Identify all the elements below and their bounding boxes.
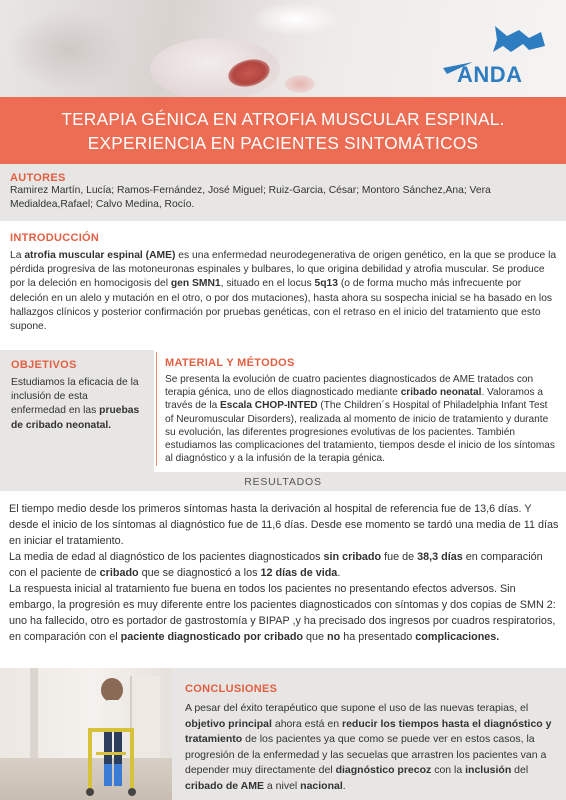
page-title-line2: EXPERIENCIA EN PACIENTES SINTOMÁTICOS bbox=[87, 132, 479, 153]
column-divider bbox=[156, 352, 157, 466]
child-walker-photo bbox=[0, 668, 172, 800]
objectives-section bbox=[0, 350, 154, 472]
intro-text: La atrofia muscular espinal (AME) es una enfermedad neurodegenerativa de origen genético, en la que se produce la pérdida progresiva de las motoneuronas espinales y bulbares, lo que origina debilidad y atrofia muscular. Se produce por la deleción en homocigosis del gen SMN1, situado en el locus 5q13 (o de forma mucho más infrecuente por deleción en un alelo y mutación en el otro, o por dos mutaciones), hasta ahora su sospecha inicial se ha basado en los hallazgos clínicos y posterior confirmación por pruebas genéticas, con el retraso en el inicio del tratamiento que esto supone. bbox=[10, 250, 557, 333]
conclusions-section bbox=[185, 683, 557, 795]
methods-text: Se presenta la evolución de cuatro pacientes diagnosticados de AME tratados con terapia génica, uno de ellos diagnosticado mediante cribado neonatal. Valoramos a través de la Escala CHOP-INTED (The Children´s Hospital of Philadelphia Infant Test of Neuromuscular Disorders), realizada al momento de inicio de tratamiento y durante su evolución, las diferentes progresiones evolutivas de los pacientes. También estudiamos las complicaciones del tratamiento, tiempos desde el inicio de los síntomas al diagnóstico y a la infusión de la terapia génica. bbox=[165, 374, 555, 465]
page-title-line1: TERAPIA GÉNICA EN ATROFIA MUSCULAR ESPINAL. bbox=[61, 108, 505, 129]
objectives-heading: OBJETIVOS bbox=[11, 359, 77, 371]
intro-heading: INTRODUCCIÓN bbox=[10, 232, 100, 244]
results-paragraph-3: La respuesta inicial al tratamiento fue buena en todos los pacientes no presentando efectos adversos. Sin embargo, la progresión es muy diferente entre los pacientes diagnosticados con síntomas y dos copias de SMN 2: uno ha fallecido, otro es portador de gastrostomía y BIPAP ,y ha precisado dos ingresos por cuadros respiratorios, en comparación con el paciente diagnosticado por cribado que no ha presentado complicaciones. bbox=[9, 583, 556, 643]
methods-heading: MATERIAL Y MÉTODOS bbox=[165, 357, 295, 369]
results-banner bbox=[0, 472, 566, 491]
methods-section bbox=[165, 357, 557, 465]
logo-text: ANDA bbox=[457, 62, 523, 87]
introduction-section bbox=[10, 232, 558, 334]
results-paragraph-1: El tiempo medio desde los primeros síntomas hasta la derivación al hospital de referencia fue de 13,6 días. Y desde el inicio de los síntomas al diagnóstico fue de 11,6 días. Desde ese momento se tardó una media de 11 días en iniciar el tratamiento. bbox=[9, 503, 559, 547]
results-section bbox=[9, 501, 561, 645]
conclusions-text: A pesar del éxito terapéutico que supone el uso de las nuevas terapias, el objetivo principal ahora está en reducir los tiempos hasta el diagnóstico y tratamiento de los pacientes ya que como se puede ver en estos casos, la progresión de la enfermedad y las secuelas que arrastren los pacientes van a depender muy directamente del diagnóstico precoz con la inclusión del cribado de AME a nivel nacional. bbox=[185, 702, 552, 792]
objectives-text: Estudiamos la eficacia de la inclusión de esta enfermedad en las pruebas de cribado neonatal. bbox=[11, 377, 140, 431]
results-paragraph-2: La media de edad al diagnóstico de los pacientes diagnosticados sin cribado fue de 38,3 días en comparación con el paciente de cribado que se diagnosticó a los 12 días de vida. bbox=[9, 551, 543, 579]
authors-section bbox=[0, 164, 566, 221]
title-banner bbox=[0, 97, 566, 164]
authors-heading: AUTORES bbox=[10, 172, 66, 184]
authors-text: Ramirez Martín, Lucía; Ramos-Fernández, José Miguel; Ruiz-Garcia, César; Montoro Sánchez,Ana; Vera Medialdea,Rafael; Calvo Medina, Rocío. bbox=[10, 185, 491, 211]
conclusions-heading: CONCLUSIONES bbox=[185, 683, 278, 695]
results-heading: RESULTADOS bbox=[244, 475, 322, 488]
